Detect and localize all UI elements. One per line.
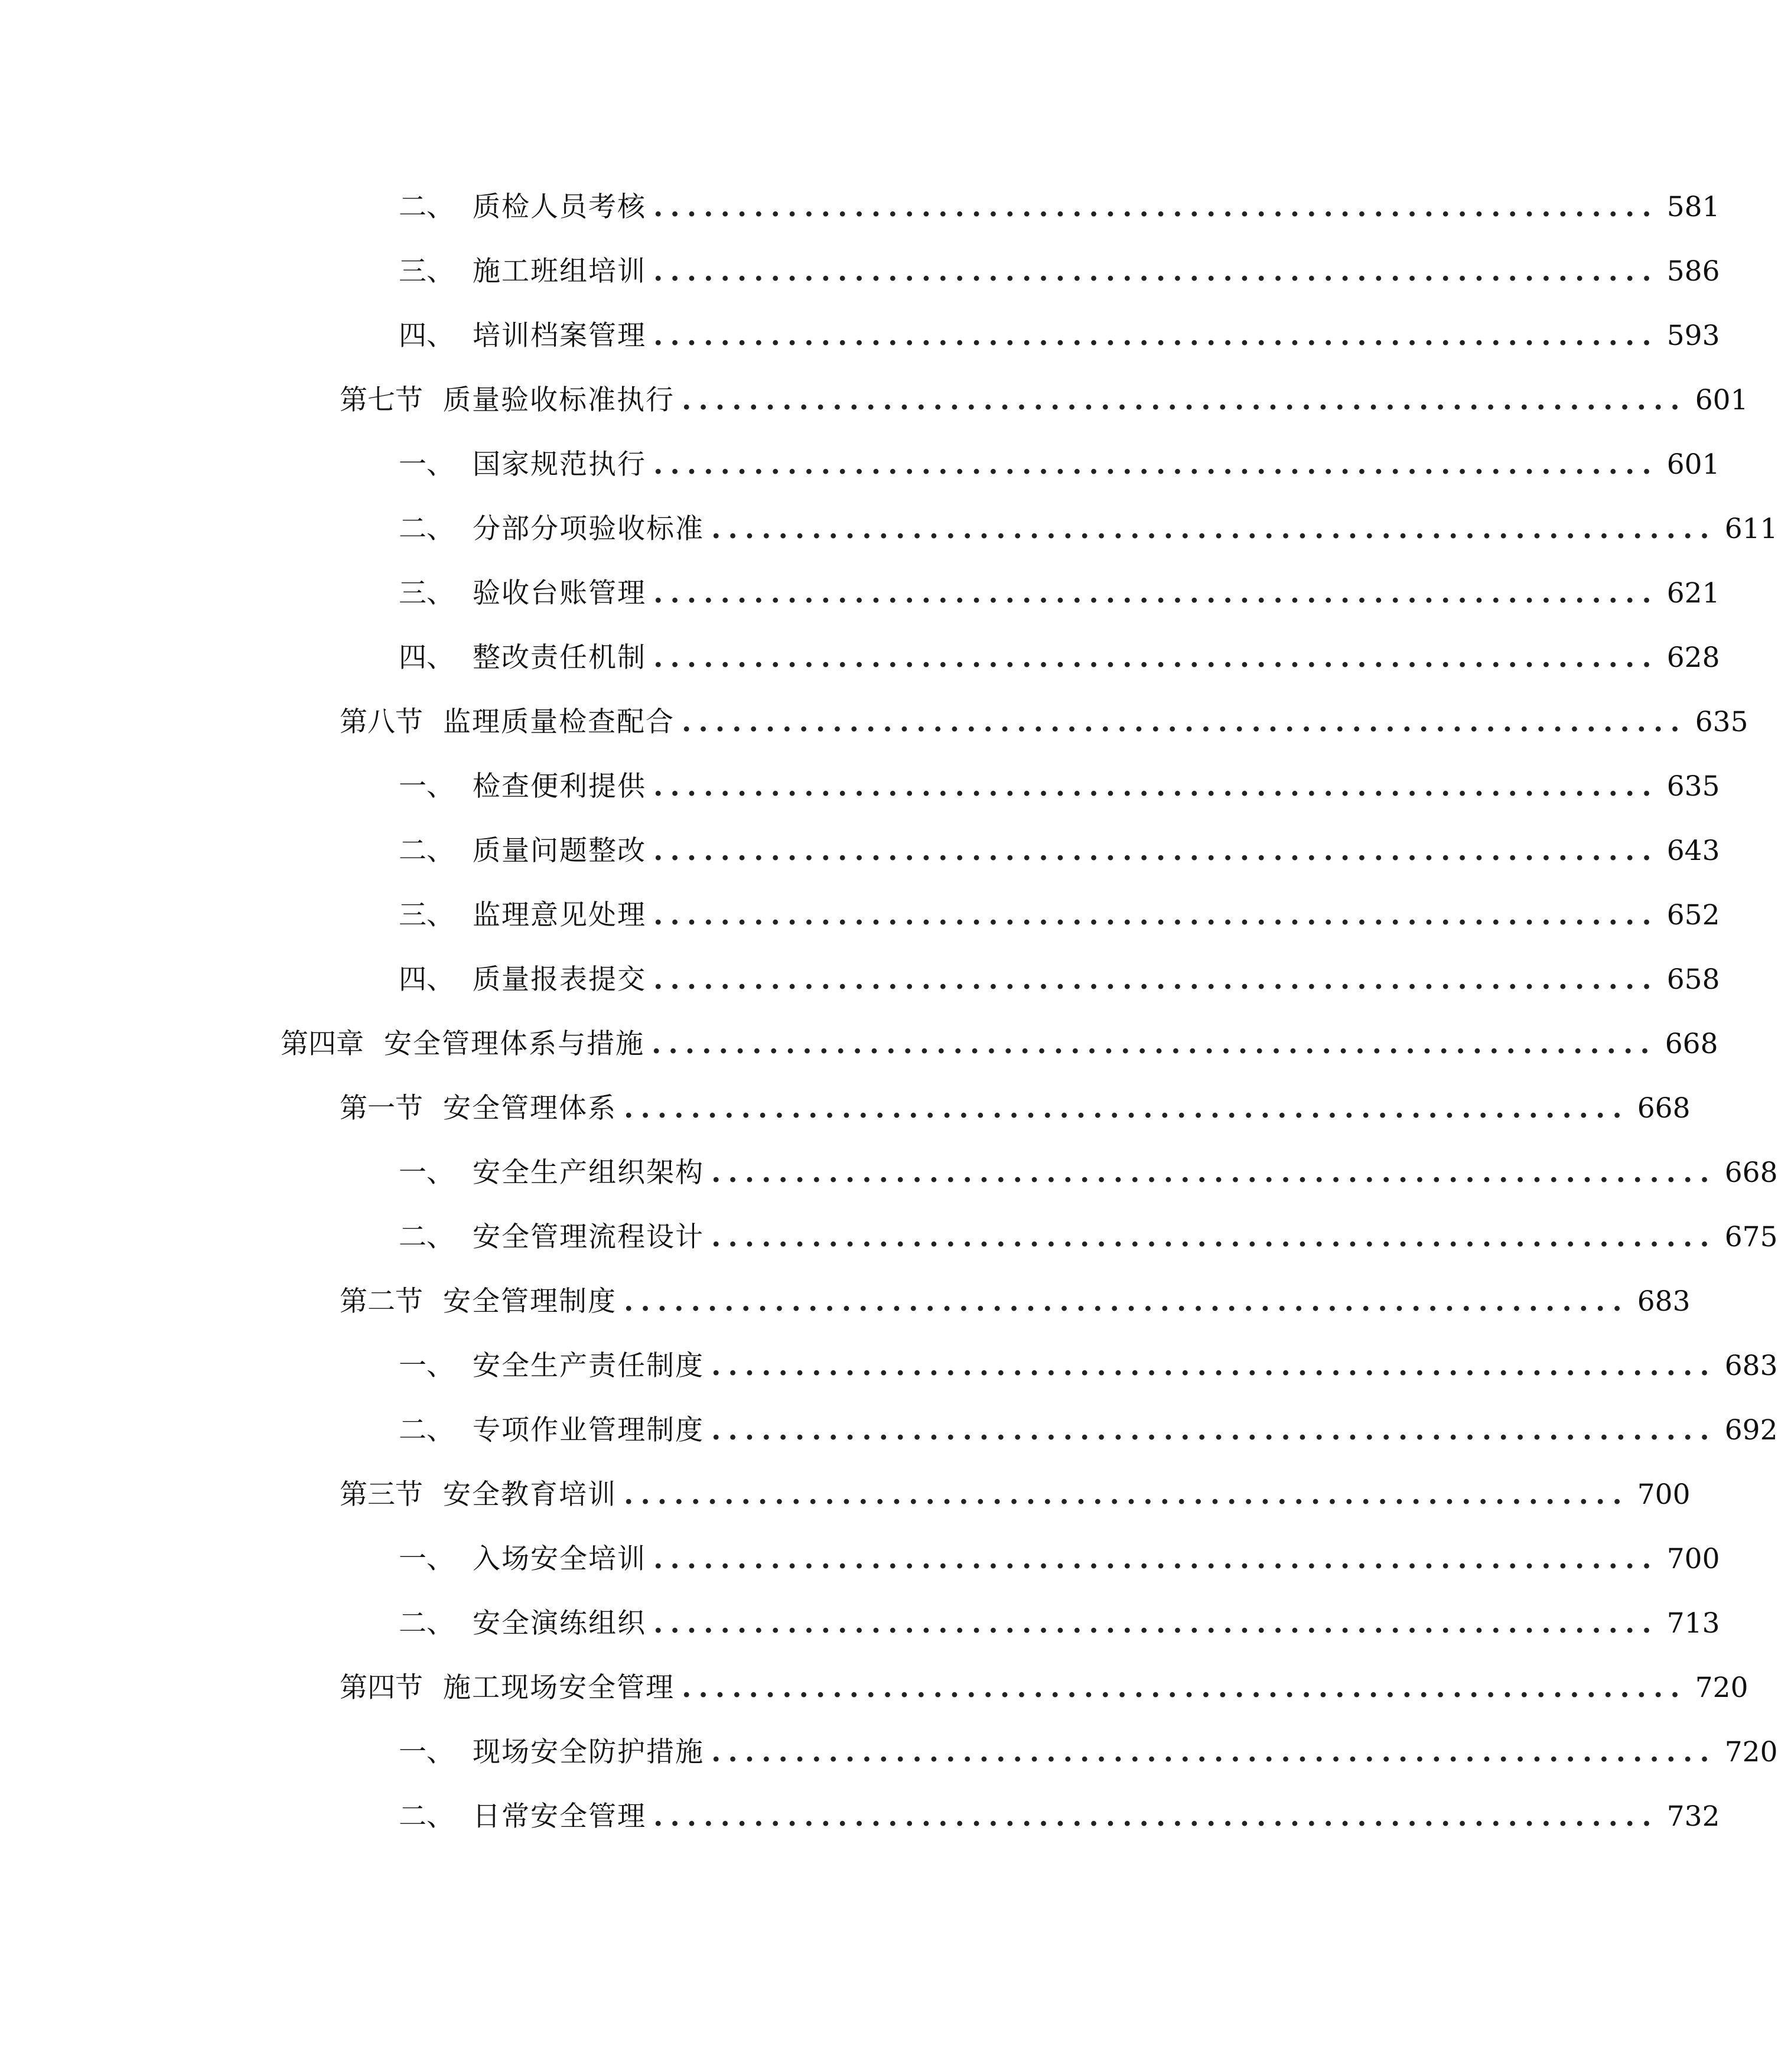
toc-entry-number: 三、 — [399, 899, 454, 931]
toc-dot-leader: ............................................................ — [624, 1092, 1629, 1125]
toc-entry-number: 第三节 — [340, 1478, 423, 1511]
toc-entry-number: 二、 — [399, 1607, 454, 1640]
toc-entry[interactable] — [399, 1333, 1778, 1382]
toc-entry-number: 一、 — [399, 770, 454, 803]
toc-dot-leader: ............................................................ — [653, 835, 1659, 867]
toc-entry[interactable] — [399, 302, 1720, 352]
toc-entry[interactable] — [340, 1075, 1691, 1125]
toc-entry[interactable] — [399, 817, 1720, 867]
toc-entry-page: 720 — [1695, 1672, 1748, 1704]
toc-entry-title: 国家规范执行 — [473, 448, 646, 481]
toc-entry-number: 四、 — [399, 320, 454, 352]
toc-entry-title: 日常安全管理 — [473, 1800, 646, 1833]
toc-entry-number: 第四章 — [281, 1028, 364, 1060]
toc-entry-number: 二、 — [399, 1414, 454, 1447]
toc-entry-page: 700 — [1637, 1478, 1691, 1511]
toc-dot-leader: ............................................................ — [653, 191, 1659, 223]
toc-dot-leader: ............................................................ — [682, 706, 1687, 738]
toc-entry-title: 质量验收标准执行 — [443, 384, 675, 416]
toc-dot-leader: ............................................................ — [653, 448, 1659, 481]
toc-entry-title: 质量问题整改 — [473, 835, 646, 867]
toc-dot-leader: ............................................................ — [711, 1221, 1717, 1253]
toc-dot-leader: ............................................................ — [624, 1285, 1629, 1318]
toc-entry-number: 二、 — [399, 191, 454, 223]
toc-dot-leader: ............................................................ — [653, 963, 1659, 996]
toc-dot-leader: ............................................................ — [653, 1543, 1659, 1575]
toc-entry-number: 三、 — [399, 255, 454, 288]
toc-entry-number: 三、 — [399, 577, 454, 610]
toc-entry[interactable] — [399, 1590, 1720, 1640]
toc-dot-leader: ............................................................ — [653, 1607, 1659, 1640]
toc-entry-page: 601 — [1695, 384, 1748, 416]
toc-entry-number: 第七节 — [340, 384, 423, 416]
toc-entry[interactable] — [399, 560, 1720, 610]
toc-entry[interactable] — [399, 882, 1720, 931]
toc-entry-page: 668 — [1724, 1156, 1778, 1189]
toc-dot-leader: ............................................................ — [653, 1800, 1659, 1833]
toc-entry-number: 二、 — [399, 835, 454, 867]
toc-entry-page: 683 — [1637, 1285, 1691, 1318]
toc-entry-title: 培训档案管理 — [473, 320, 646, 352]
toc-entry[interactable] — [399, 238, 1720, 288]
toc-entry-page: 601 — [1666, 448, 1720, 481]
toc-entry-title: 质检人员考核 — [473, 191, 646, 223]
toc-entry-title: 安全管理流程设计 — [473, 1221, 704, 1253]
toc-dot-leader: ............................................................ — [624, 1478, 1629, 1511]
toc-entry[interactable] — [399, 624, 1720, 674]
toc-dot-leader: ............................................................ — [653, 641, 1659, 674]
toc-dot-leader: ............................................................ — [653, 255, 1659, 288]
toc-entry-page: 586 — [1666, 255, 1720, 288]
toc-entry[interactable] — [399, 1526, 1720, 1575]
toc-dot-leader: ............................................................ — [711, 1350, 1717, 1382]
toc-entry-title: 专项作业管理制度 — [473, 1414, 704, 1447]
toc-entry-title: 安全管理体系 — [443, 1092, 617, 1125]
toc-entry-title: 检查便利提供 — [473, 770, 646, 803]
toc-entry-title: 安全管理制度 — [443, 1285, 617, 1318]
toc-dot-leader: ............................................................ — [653, 770, 1659, 803]
toc-dot-leader: ............................................................ — [653, 899, 1659, 931]
toc-entry[interactable] — [399, 496, 1778, 545]
toc-entry-title: 施工班组培训 — [473, 255, 646, 288]
toc-entry-title: 安全生产责任制度 — [473, 1350, 704, 1382]
toc-entry-page: 628 — [1666, 641, 1720, 674]
toc-entry-number: 一、 — [399, 1350, 454, 1382]
toc-entry-title: 验收台账管理 — [473, 577, 646, 610]
toc-entry-number: 一、 — [399, 1543, 454, 1575]
toc-entry-number: 第八节 — [340, 706, 423, 738]
toc-dot-leader: ............................................................ — [652, 1028, 1657, 1060]
toc-entry-number: 第二节 — [340, 1285, 423, 1318]
toc-entry[interactable] — [399, 174, 1720, 223]
toc-entry-page: 720 — [1724, 1736, 1778, 1768]
toc-dot-leader: ............................................................ — [711, 1736, 1717, 1768]
toc-entry[interactable] — [340, 689, 1748, 738]
toc-entry-page: 643 — [1666, 835, 1720, 867]
toc-entry[interactable] — [399, 431, 1720, 481]
toc-entry[interactable] — [399, 1139, 1778, 1189]
toc-entry-page: 635 — [1666, 770, 1720, 803]
toc-entry[interactable] — [340, 1461, 1691, 1511]
toc-entry[interactable] — [399, 1397, 1778, 1447]
toc-entry-title: 施工现场安全管理 — [443, 1672, 675, 1704]
toc-entry-title: 安全演练组织 — [473, 1607, 646, 1640]
toc-entry-number: 一、 — [399, 1736, 454, 1768]
toc-entry-page: 581 — [1666, 191, 1720, 223]
toc-entry-title: 安全生产组织架构 — [473, 1156, 704, 1189]
toc-entry-title: 监理质量检查配合 — [443, 706, 675, 738]
toc-entry[interactable] — [399, 1783, 1720, 1833]
toc-entry-number: 二、 — [399, 1800, 454, 1833]
toc-entry-number: 四、 — [399, 963, 454, 996]
toc-entry-number: 一、 — [399, 1156, 454, 1189]
toc-entry-title: 现场安全防护措施 — [473, 1736, 704, 1768]
toc-entry-page: 668 — [1665, 1028, 1718, 1060]
toc-dot-leader: ............................................................ — [682, 1672, 1687, 1704]
toc-entry-page: 700 — [1666, 1543, 1720, 1575]
toc-entry-number: 二、 — [399, 1221, 454, 1253]
toc-entry[interactable] — [399, 1719, 1778, 1768]
toc-dot-leader: ............................................................ — [711, 513, 1717, 545]
toc-entry-title: 入场安全培训 — [473, 1543, 646, 1575]
toc-entry[interactable] — [340, 367, 1748, 416]
toc-entry-page: 675 — [1724, 1221, 1778, 1253]
toc-entry-page: 692 — [1724, 1414, 1778, 1447]
toc-entry-page: 621 — [1666, 577, 1720, 610]
toc-entry[interactable] — [399, 753, 1720, 803]
toc-entry-page: 683 — [1724, 1350, 1778, 1382]
toc-entry-title: 安全管理体系与措施 — [384, 1028, 644, 1060]
toc-dot-leader: ............................................................ — [711, 1414, 1717, 1447]
toc-entry-page: 635 — [1695, 706, 1748, 738]
toc-entry[interactable] — [340, 1268, 1691, 1318]
toc-entry[interactable] — [340, 1654, 1748, 1704]
toc-entry-page: 732 — [1666, 1800, 1720, 1833]
toc-entry[interactable] — [399, 1204, 1778, 1253]
toc-entry-number: 第一节 — [340, 1092, 423, 1125]
toc-dot-leader: ............................................................ — [682, 384, 1687, 416]
toc-entry-title: 安全教育培训 — [443, 1478, 617, 1511]
toc-entry-page: 611 — [1724, 513, 1778, 545]
toc-entry[interactable] — [399, 946, 1720, 996]
toc-entry-page: 713 — [1666, 1607, 1720, 1640]
toc-entry-title: 整改责任机制 — [473, 641, 646, 674]
toc-entry-page: 652 — [1666, 899, 1720, 931]
toc-entry-number: 二、 — [399, 513, 454, 545]
toc-entry-title: 分部分项验收标准 — [473, 513, 704, 545]
toc-dot-leader: ............................................................ — [653, 577, 1659, 610]
toc-entry-page: 668 — [1637, 1092, 1691, 1125]
toc-entry-title: 质量报表提交 — [473, 963, 646, 996]
toc-entry-page: 658 — [1666, 963, 1720, 996]
toc-entry-title: 监理意见处理 — [473, 899, 646, 931]
toc-dot-leader: ............................................................ — [711, 1156, 1717, 1189]
toc-dot-leader: ............................................................ — [653, 320, 1659, 352]
toc-entry[interactable] — [281, 1011, 1718, 1060]
toc-entry-page: 593 — [1666, 320, 1720, 352]
toc-entry-number: 一、 — [399, 448, 454, 481]
toc-entry-number: 四、 — [399, 641, 454, 674]
toc-entry-number: 第四节 — [340, 1672, 423, 1704]
